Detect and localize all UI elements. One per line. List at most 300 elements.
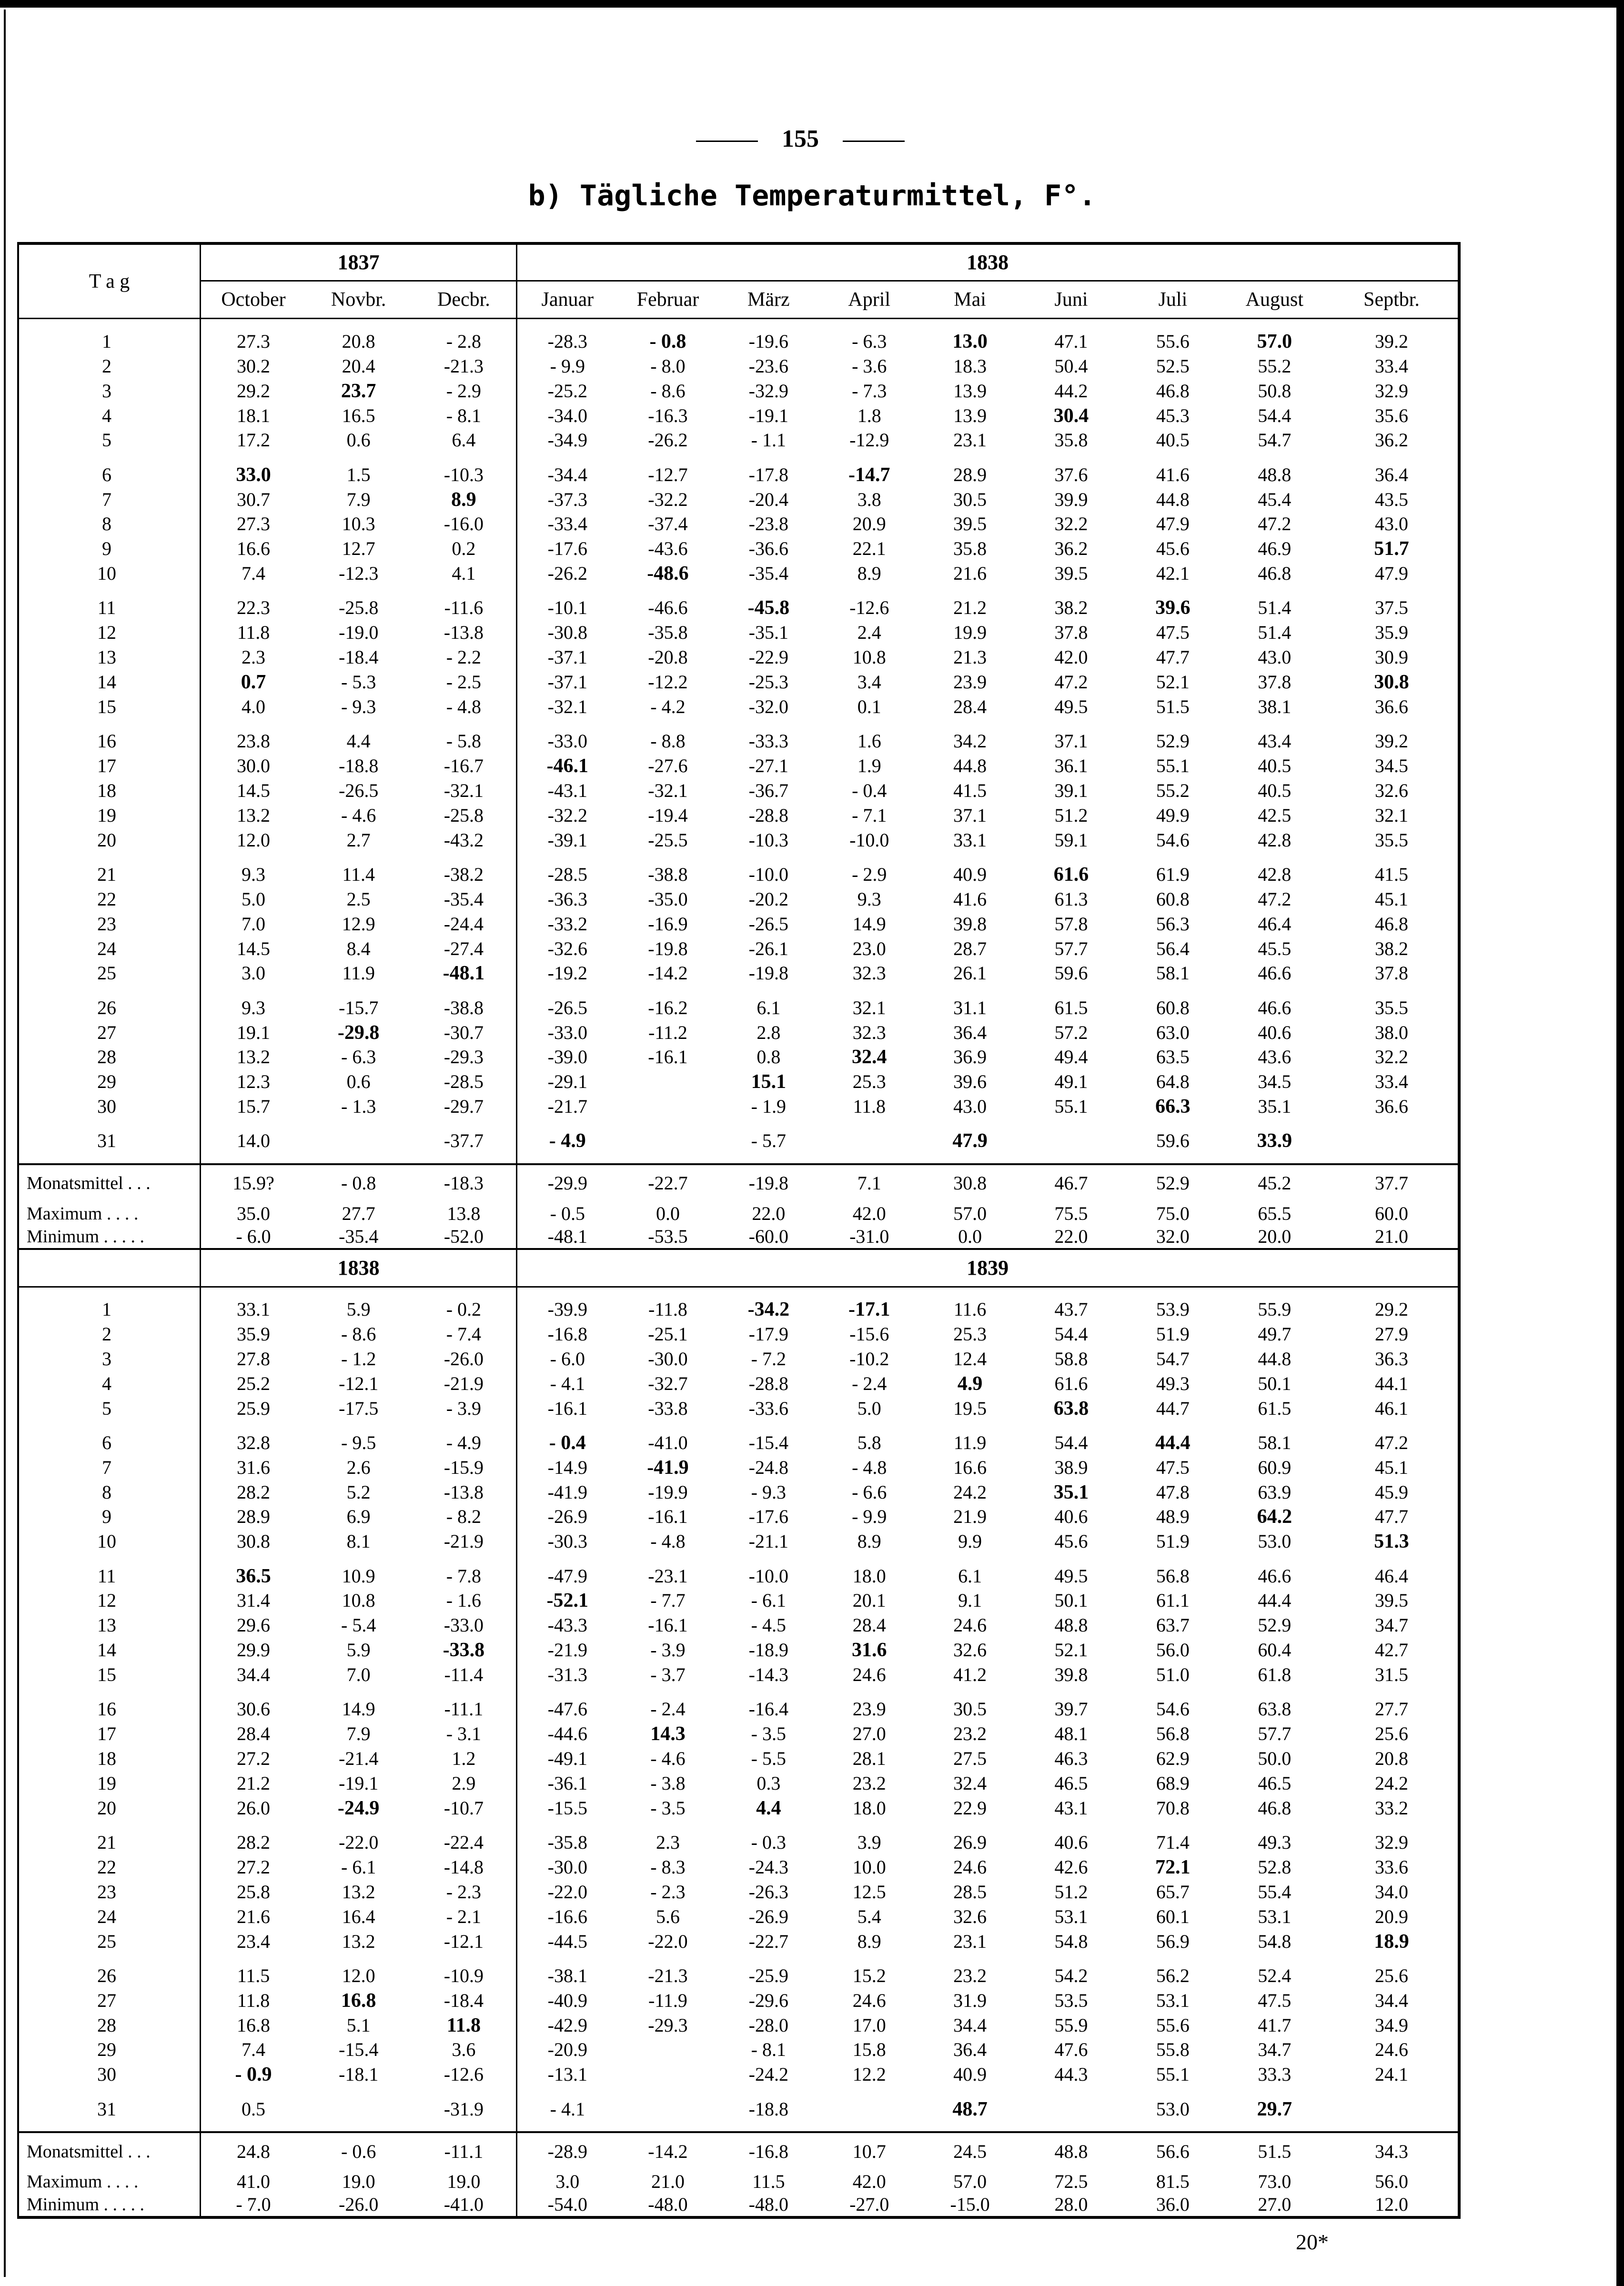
value-cell: - 2.9 xyxy=(852,863,887,885)
value-cell: -33.8 xyxy=(411,1638,516,1662)
value-cell: 39.6 xyxy=(953,1071,987,1093)
spacer-cell xyxy=(1020,453,1122,462)
value-cell: 7.4 xyxy=(241,563,265,584)
value-cell: 25.3 xyxy=(852,1071,886,1093)
value-cell: - 4.5 xyxy=(751,1614,786,1636)
value-cell: -25.1 xyxy=(648,1323,688,1345)
value-cell: 23.8 xyxy=(236,730,270,752)
table-row xyxy=(19,561,1458,586)
day-cell xyxy=(19,1613,201,1638)
summary-value: 12.0 xyxy=(1325,2194,1458,2217)
summary-value: -19.8 xyxy=(718,1164,819,1202)
value-cell: -23.6 xyxy=(748,355,788,377)
summary-value: -54.0 xyxy=(517,2194,617,2217)
value-cell: 22.3 xyxy=(236,597,270,619)
summary-value: 11.5 xyxy=(752,2170,785,2192)
value-cell: -33.2 xyxy=(547,913,587,935)
value-cell: 28.4 xyxy=(236,1723,270,1745)
summary-value: - 0.6 xyxy=(306,2132,411,2170)
month-header-row xyxy=(19,281,1458,319)
spacer-cell xyxy=(1122,1421,1223,1430)
spacer-cell xyxy=(819,2087,919,2096)
value-cell: -36.1 xyxy=(547,1772,587,1794)
spacer-cell xyxy=(819,719,919,729)
day-cell xyxy=(19,1662,201,1687)
spacer-cell xyxy=(919,1421,1020,1430)
value-cell: -12.1 xyxy=(339,1372,379,1394)
value-cell: 68.9 xyxy=(1156,1772,1190,1794)
value-cell: 1.8 xyxy=(857,404,881,426)
value-cell: -19.0 xyxy=(339,622,379,644)
value-cell: 37.8 xyxy=(1054,622,1088,644)
table-row xyxy=(19,1396,1458,1421)
value-cell: 36.4 xyxy=(953,1021,987,1043)
value-cell: 11.4 xyxy=(342,863,375,885)
summary-value: -29.9 xyxy=(517,1164,617,1202)
value-cell: -23.8 xyxy=(748,513,788,535)
spacer-cell xyxy=(1122,1687,1223,1697)
value-cell: 55.1 xyxy=(1054,1096,1088,1118)
value-cell: 39.6 xyxy=(1155,597,1190,619)
day-cell xyxy=(19,487,201,512)
spacer-row xyxy=(19,1554,1458,1563)
value-cell: 27.8 xyxy=(236,1348,270,1370)
summary-value: 3.0 xyxy=(555,2170,580,2192)
value-cell: 31.4 xyxy=(236,1590,270,1611)
value-cell: -43.2 xyxy=(411,828,516,853)
value-cell: - 4.6 xyxy=(650,1748,686,1770)
value-cell: 28.4 xyxy=(953,695,987,717)
summary-value: -14.2 xyxy=(617,2132,718,2170)
value-cell: 5.6 xyxy=(656,1905,680,1927)
value-cell: 72.1 xyxy=(1155,1856,1190,1878)
spacer-cell xyxy=(919,319,1020,329)
value-cell: - 4.2 xyxy=(650,695,686,717)
value-cell: -37.4 xyxy=(648,513,688,535)
value-cell: -10.7 xyxy=(411,1796,516,1821)
value-cell: 24.6 xyxy=(1375,2039,1409,2061)
value-cell: -22.4 xyxy=(411,1830,516,1855)
value-cell: 21.6 xyxy=(236,1905,270,1927)
spacer-cell xyxy=(1224,2122,1325,2133)
spacer-cell xyxy=(919,719,1020,729)
value-cell: - 5.7 xyxy=(751,1130,786,1152)
value-cell: -37.7 xyxy=(411,1128,516,1153)
table-row xyxy=(19,695,1458,719)
value-cell: 2.9 xyxy=(411,1771,516,1796)
value-cell: - 7.2 xyxy=(751,1348,786,1370)
spacer-cell xyxy=(1020,1554,1122,1563)
value-cell: -26.2 xyxy=(547,563,587,584)
value-cell: 65.7 xyxy=(1156,1881,1190,1903)
value-cell: -17.5 xyxy=(339,1397,379,1419)
spacer-cell xyxy=(1020,2122,1122,2133)
value-cell: -28.8 xyxy=(748,1372,788,1394)
value-cell: - 4.9 xyxy=(549,1130,586,1152)
value-cell: - 8.1 xyxy=(751,2039,786,2061)
value-cell: -32.2 xyxy=(648,488,688,510)
value-cell: -26.5 xyxy=(748,913,788,935)
value-cell: -10.0 xyxy=(849,829,889,851)
day-number: 17 xyxy=(97,1723,116,1745)
value-cell: -22.0 xyxy=(339,1832,379,1853)
day-cell xyxy=(19,1371,201,1396)
spacer-cell xyxy=(411,1119,516,1128)
day-number: 25 xyxy=(97,1930,116,1952)
value-cell: 22.1 xyxy=(852,538,886,560)
value-cell: 49.1 xyxy=(1054,1071,1088,1093)
value-cell: -21.1 xyxy=(748,1531,788,1552)
value-cell: 51.4 xyxy=(1258,622,1291,644)
value-cell xyxy=(617,2038,718,2063)
value-cell: 30.8 xyxy=(1374,671,1409,694)
value-cell: 4.1 xyxy=(411,561,516,586)
value-cell: 55.6 xyxy=(1156,330,1190,352)
month-header: Decbr. xyxy=(411,281,516,319)
value-cell: 40.9 xyxy=(953,2064,987,2085)
value-cell: 32.1 xyxy=(852,997,886,1018)
day-number: 15 xyxy=(97,1664,116,1686)
day-number: 28 xyxy=(97,1046,116,1068)
value-cell: 44.4 xyxy=(1155,1431,1190,1454)
value-cell: 11.5 xyxy=(237,1964,270,1986)
value-cell: -29.1 xyxy=(547,1071,587,1093)
value-cell: 61.9 xyxy=(1156,863,1190,885)
value-cell: 56.2 xyxy=(1156,1964,1190,1986)
day-cell xyxy=(19,961,201,986)
spacer-cell xyxy=(306,453,411,462)
value-cell: 70.8 xyxy=(1156,1797,1190,1819)
summary-value: -26.0 xyxy=(306,2194,411,2217)
summary-value: - 6.0 xyxy=(236,1226,271,1248)
value-cell: 33.1 xyxy=(953,829,987,851)
value-cell: 45.3 xyxy=(1156,404,1190,426)
value-cell: -25.8 xyxy=(339,597,379,619)
value-cell: -30.0 xyxy=(648,1348,688,1370)
spacer-cell xyxy=(1325,1421,1458,1430)
value-cell: 0.5 xyxy=(241,2098,265,2120)
value-cell: 63.7 xyxy=(1156,1614,1190,1636)
summary-value: 7.1 xyxy=(819,1164,919,1202)
month-header: März xyxy=(718,281,819,319)
value-cell: -49.1 xyxy=(547,1748,587,1770)
day-cell xyxy=(19,561,201,586)
spacer-cell xyxy=(617,586,718,595)
value-cell: -35.4 xyxy=(411,887,516,912)
spacer-cell xyxy=(201,586,306,595)
spacer-cell xyxy=(306,1954,411,1964)
summary-value: 35.0 xyxy=(236,1202,270,1224)
value-cell: 6.1 xyxy=(757,997,781,1018)
value-cell: 20.9 xyxy=(852,513,886,535)
value-cell: 21.9 xyxy=(953,1506,987,1528)
summary-value: 45.2 xyxy=(1224,1164,1325,1202)
spacer-cell xyxy=(919,986,1020,995)
value-cell: -28.5 xyxy=(547,863,587,885)
spacer-cell xyxy=(919,1554,1020,1563)
value-cell: 32.4 xyxy=(851,1046,887,1068)
value-cell: 54.4 xyxy=(1258,404,1291,426)
value-cell: 36.2 xyxy=(1054,538,1088,560)
value-cell: 0.6 xyxy=(346,1071,371,1093)
spacer-row xyxy=(19,1954,1458,1964)
value-cell: -11.8 xyxy=(648,1299,687,1320)
value-cell: 63.9 xyxy=(1258,1481,1291,1503)
value-cell: 51.2 xyxy=(1054,1881,1088,1903)
value-cell: 13.2 xyxy=(342,1930,375,1952)
value-cell: 43.1 xyxy=(1054,1797,1088,1819)
value-cell: 50.1 xyxy=(1258,1372,1291,1394)
value-cell: 31.5 xyxy=(1375,1664,1409,1686)
value-cell: 62.9 xyxy=(1156,1748,1190,1770)
spacer-cell xyxy=(19,2122,201,2133)
value-cell: 12.5 xyxy=(852,1881,886,1903)
value-cell: 43.5 xyxy=(1375,488,1409,510)
spacer-cell xyxy=(306,1119,411,1128)
spacer-row xyxy=(19,1687,1458,1697)
value-cell: 24.6 xyxy=(852,1989,886,2011)
value-cell: -32.7 xyxy=(648,1372,688,1394)
month-header: Mai xyxy=(919,281,1020,319)
value-cell: 19.5 xyxy=(953,1397,987,1419)
spacer-cell xyxy=(1224,319,1325,329)
value-cell: -26.9 xyxy=(547,1506,587,1528)
value-cell: 20.8 xyxy=(342,330,375,352)
value-cell: 45.9 xyxy=(1375,1481,1409,1503)
spacer-cell xyxy=(517,586,617,595)
day-cell xyxy=(19,1020,201,1045)
spacer-cell xyxy=(1224,1153,1325,1164)
value-cell xyxy=(617,1094,718,1119)
value-cell: -16.1 xyxy=(648,1506,688,1528)
value-cell: - 8.3 xyxy=(650,1856,686,1878)
spacer-cell xyxy=(819,319,919,329)
summary-value: 27.0 xyxy=(1224,2194,1325,2217)
value-cell: 52.9 xyxy=(1258,1614,1291,1636)
summary-value: 15.9? xyxy=(201,1164,306,1202)
summary-value: 75.0 xyxy=(1156,1202,1190,1224)
table-row xyxy=(19,1855,1458,1880)
value-cell: - 7.4 xyxy=(411,1322,516,1347)
value-cell: 22.9 xyxy=(953,1797,987,1819)
spacer-cell xyxy=(411,1287,516,1297)
value-cell: 40.5 xyxy=(1156,429,1190,451)
day-number: 5 xyxy=(102,429,111,451)
value-cell: -39.9 xyxy=(547,1299,587,1320)
year-label: 1839 xyxy=(517,1249,1458,1287)
year-label: 1838 xyxy=(517,243,1458,281)
value-cell: -24.3 xyxy=(748,1856,788,1878)
value-cell: - 3.1 xyxy=(411,1722,516,1746)
value-cell: 1.5 xyxy=(346,463,371,485)
spacer-cell xyxy=(617,719,718,729)
value-cell: 1.6 xyxy=(857,730,881,752)
table-row xyxy=(19,828,1458,853)
value-cell: - 7.7 xyxy=(650,1590,686,1611)
value-cell: 11.8 xyxy=(411,2013,516,2038)
value-cell: - 2.5 xyxy=(411,670,516,695)
value-cell: -37.1 xyxy=(547,671,587,693)
spacer-cell xyxy=(1020,1821,1122,1830)
value-cell: 55.8 xyxy=(1156,2039,1190,2061)
summary-value: 57.0 xyxy=(953,1202,987,1224)
summary-value: 60.0 xyxy=(1375,1202,1409,1224)
table-row xyxy=(19,2038,1458,2063)
value-cell xyxy=(617,2097,718,2122)
value-cell: - 2.2 xyxy=(411,645,516,670)
value-cell: 54.4 xyxy=(1054,1323,1088,1345)
day-number: 21 xyxy=(97,1832,116,1853)
value-cell: 0.8 xyxy=(757,1046,781,1068)
value-cell: -23.1 xyxy=(648,1565,688,1587)
value-cell: 46.6 xyxy=(1258,1565,1291,1587)
value-cell: -28.0 xyxy=(748,2014,788,2036)
value-cell: 59.1 xyxy=(1054,829,1088,851)
spacer-cell xyxy=(1325,1954,1458,1964)
page-number: 155 xyxy=(619,125,981,153)
value-cell: 13.9 xyxy=(953,380,987,402)
day-number: 28 xyxy=(97,2014,116,2036)
value-cell: -19.8 xyxy=(648,937,688,959)
value-cell xyxy=(819,2097,919,2122)
day-cell xyxy=(19,1722,201,1746)
value-cell: 30.6 xyxy=(236,1698,270,1720)
value-cell: - 3.7 xyxy=(650,1664,686,1686)
value-cell: -17.1 xyxy=(848,1299,890,1321)
spacer-cell xyxy=(1325,719,1458,729)
value-cell: 34.4 xyxy=(1375,1989,1409,2011)
value-cell: 23.9 xyxy=(953,671,987,693)
value-cell: 39.8 xyxy=(953,913,987,935)
value-cell: 23.2 xyxy=(852,1772,886,1794)
value-cell: -22.9 xyxy=(748,646,788,668)
spacer-cell xyxy=(819,1554,919,1563)
value-cell: 41.6 xyxy=(953,888,987,910)
value-cell: -19.6 xyxy=(748,330,788,352)
day-cell xyxy=(19,754,201,778)
day-cell xyxy=(19,803,201,828)
value-cell: 50.0 xyxy=(1258,1748,1291,1770)
value-cell: 35.8 xyxy=(953,538,987,560)
value-cell: -34.4 xyxy=(547,463,587,485)
value-cell: 48.9 xyxy=(1156,1506,1190,1528)
day-cell xyxy=(19,1796,201,1821)
value-cell: 33.2 xyxy=(1375,1797,1409,1819)
value-cell: 61.3 xyxy=(1054,888,1088,910)
value-cell: 16.6 xyxy=(953,1456,987,1478)
table-row xyxy=(19,1297,1458,1322)
table-row xyxy=(19,862,1458,887)
value-cell: 56.8 xyxy=(1156,1565,1190,1587)
value-cell: 59.6 xyxy=(1156,1130,1190,1152)
spacer-cell xyxy=(1020,1687,1122,1697)
value-cell: -35.1 xyxy=(748,622,788,644)
value-cell: -52.1 xyxy=(546,1590,589,1612)
value-cell: 7.4 xyxy=(241,2039,265,2061)
value-cell: 47.9 xyxy=(952,1130,988,1152)
day-cell xyxy=(19,536,201,561)
spacer-cell xyxy=(411,2122,516,2133)
value-cell: 8.9 xyxy=(411,487,516,512)
day-number: 16 xyxy=(97,1698,116,1720)
value-cell: 6.9 xyxy=(346,1506,371,1528)
spacer-cell xyxy=(306,2122,411,2133)
table-row xyxy=(19,1880,1458,1904)
spacer-cell xyxy=(306,1287,411,1297)
value-cell: -18.1 xyxy=(339,2064,379,2085)
value-cell: -14.2 xyxy=(648,962,688,984)
value-cell: - 0.8 xyxy=(649,330,686,352)
value-cell: - 8.8 xyxy=(650,730,686,752)
value-cell: 0.2 xyxy=(411,536,516,561)
value-cell: 52.4 xyxy=(1258,1964,1291,1986)
day-cell xyxy=(19,912,201,937)
value-cell: 24.6 xyxy=(953,1614,987,1636)
value-cell: 23.7 xyxy=(341,380,376,402)
day-number: 5 xyxy=(102,1397,111,1419)
value-cell: 25.6 xyxy=(1375,1964,1409,1986)
value-cell: 33.1 xyxy=(236,1299,270,1320)
value-cell: - 5.4 xyxy=(341,1614,376,1636)
summary-value: 51.5 xyxy=(1224,2132,1325,2170)
value-cell: -12.6 xyxy=(411,2062,516,2087)
day-number: 29 xyxy=(97,2039,116,2061)
value-cell: 9.3 xyxy=(241,863,265,885)
spacer-cell xyxy=(1020,586,1122,595)
summary-value: 24.8 xyxy=(201,2132,306,2170)
value-cell: 71.4 xyxy=(1156,1832,1190,1853)
value-cell: 32.6 xyxy=(953,1905,987,1927)
spacer-cell xyxy=(1020,1153,1122,1164)
value-cell: 45.6 xyxy=(1054,1531,1088,1552)
value-cell: 32.4 xyxy=(953,1772,987,1794)
value-cell: 40.5 xyxy=(1258,755,1291,777)
value-cell: -24.2 xyxy=(748,2064,788,2085)
value-cell: 57.8 xyxy=(1054,913,1088,935)
day-number: 2 xyxy=(102,355,111,377)
value-cell: 63.0 xyxy=(1156,1021,1190,1043)
spacer-cell xyxy=(1224,453,1325,462)
value-cell: -27.6 xyxy=(648,755,688,777)
day-cell xyxy=(19,1455,201,1480)
spacer-row xyxy=(19,319,1458,329)
day-number: 18 xyxy=(97,779,116,801)
summary-value: 34.3 xyxy=(1325,2132,1458,2170)
value-cell: 46.9 xyxy=(1258,538,1291,560)
spacer-cell xyxy=(306,586,411,595)
value-cell: 35.9 xyxy=(1375,622,1409,644)
table-row xyxy=(19,329,1458,354)
spacer-cell xyxy=(19,453,201,462)
value-cell: -13.8 xyxy=(411,1480,516,1505)
spacer-cell xyxy=(718,319,819,329)
value-cell: 49.5 xyxy=(1054,1565,1088,1587)
spacer-cell xyxy=(919,2122,1020,2133)
value-cell: -43.6 xyxy=(648,538,688,560)
value-cell: 55.2 xyxy=(1156,779,1190,801)
value-cell: 47.2 xyxy=(1258,888,1291,910)
spacer-cell xyxy=(19,719,201,729)
value-cell: 39.5 xyxy=(953,513,987,535)
spacer-cell xyxy=(1224,1421,1325,1430)
value-cell: 36.9 xyxy=(953,1046,987,1068)
value-cell: 35.1 xyxy=(1258,1096,1291,1118)
value-cell: - 8.1 xyxy=(411,403,516,428)
table-row xyxy=(19,996,1458,1020)
value-cell xyxy=(1020,1128,1122,1153)
value-cell: - 6.0 xyxy=(550,1348,585,1370)
spacer-cell xyxy=(1224,586,1325,595)
